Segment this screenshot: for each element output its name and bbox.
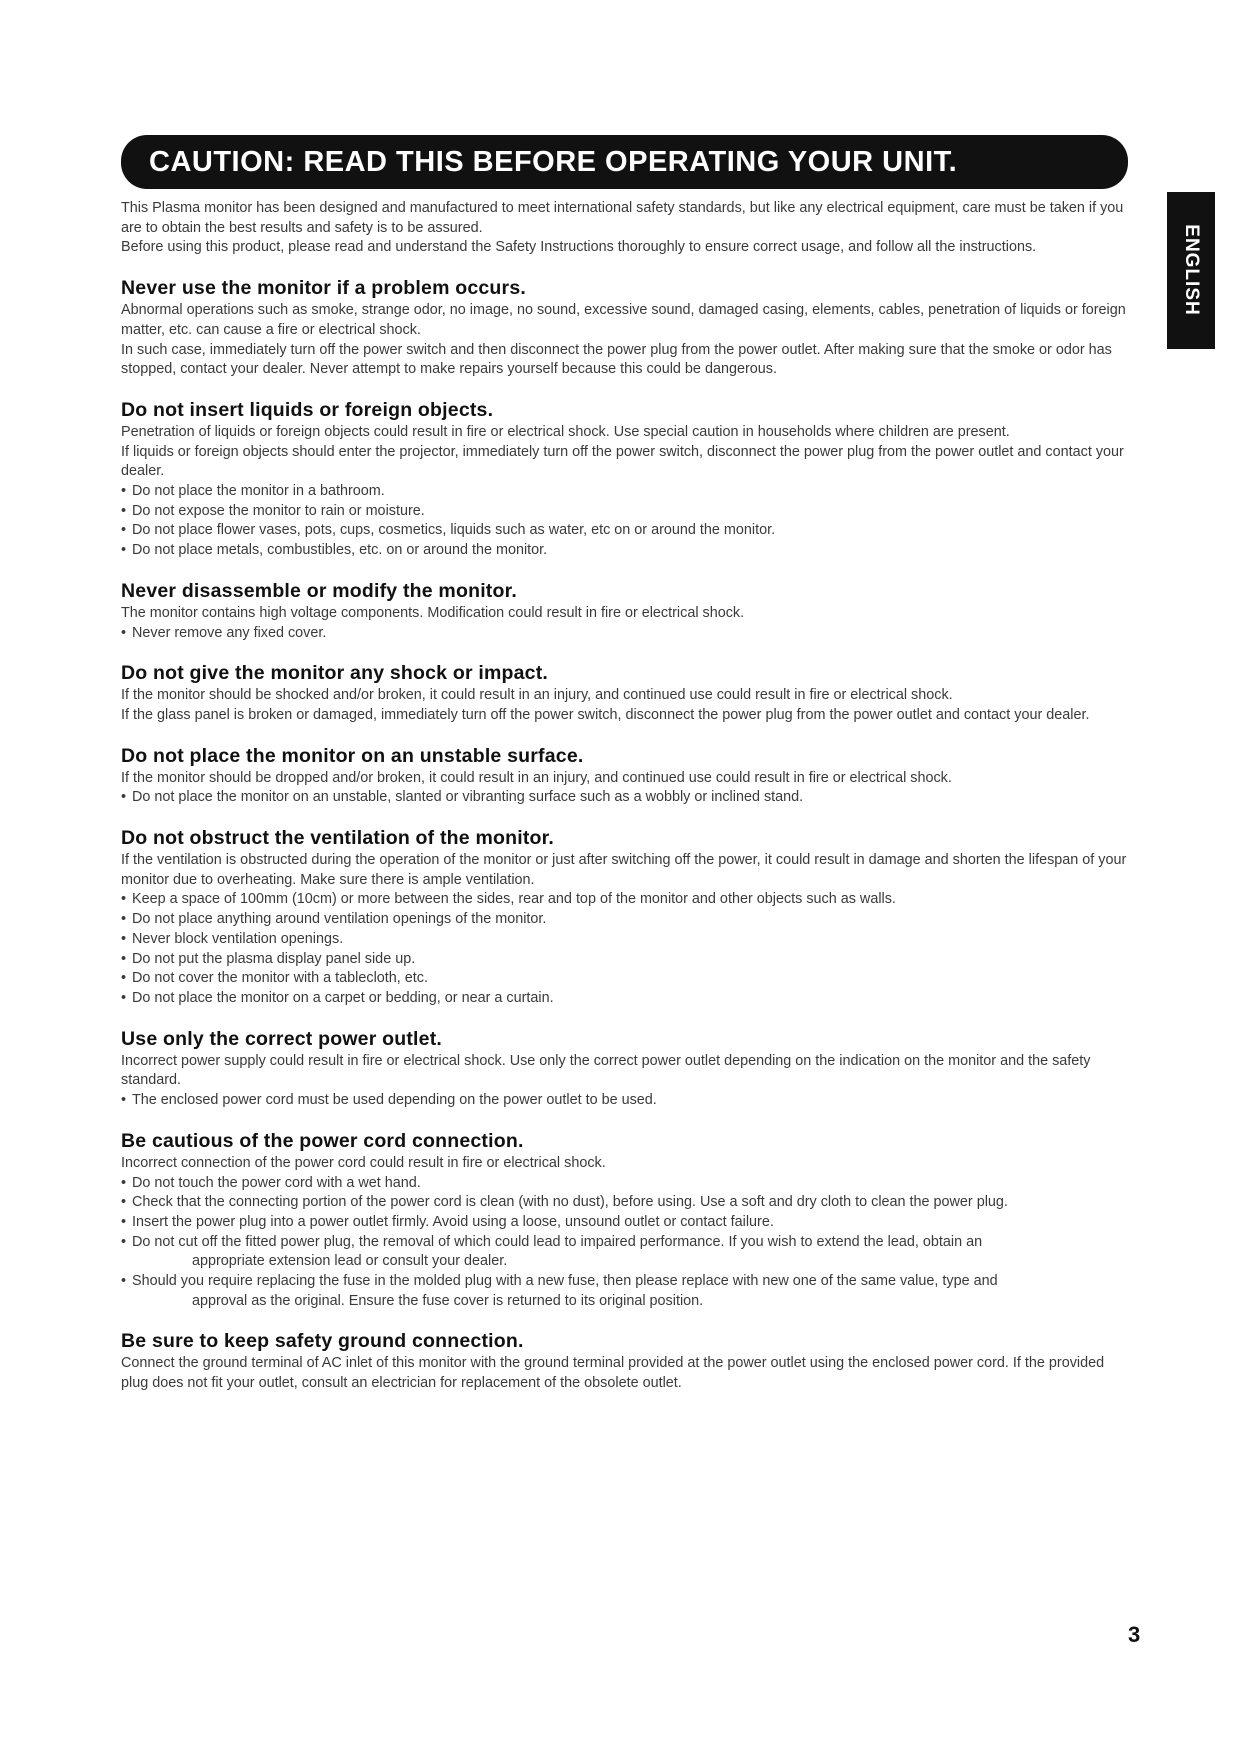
section-shock	[121, 661, 1131, 725]
bullet-item: • Do not expose the monitor to rain or moisture.	[121, 502, 1131, 522]
section-heading: Do not give the monitor any shock or impact.	[121, 662, 549, 685]
bullet-text-first: Do not cut off the fitted power plug, the removal of which could lead to impaired performance. If you wish to extend the lead, obtain an	[132, 1233, 983, 1250]
bullet-item: • Never remove any fixed cover.	[121, 624, 1131, 644]
bullet-item: • Insert the power plug into a power outlet firmly. Avoid using a loose, unsound outlet or contact failure.	[121, 1213, 1131, 1233]
intro-paragraph: Before using this product, please read and understand the Safety Instructions thoroughly to ensure correct usage, and follow all the instructions.	[121, 239, 1037, 256]
bullet-text-continued: appropriate extension lead or consult your dealer.	[192, 1253, 508, 1270]
bullet-item	[121, 1272, 1131, 1311]
section-paragraph: Connect the ground terminal of AC inlet of this monitor with the ground terminal provided at the power outlet using the enclosed power cord. If the provided plug does not fit your outlet, consult an electrician for replacement of the obsolete outlet.	[121, 1355, 1105, 1392]
bullet-list	[121, 1174, 1131, 1312]
bullet-item: • Do not place the monitor in a bathroom.	[121, 482, 1131, 502]
language-tab	[1167, 192, 1215, 349]
intro	[121, 199, 1131, 258]
safety-content	[121, 199, 1131, 1394]
section-paragraph: Incorrect power supply could result in fire or electrical shock. Use only the correct power outlet depending on the indication on the monitor and the safety standard.	[121, 1052, 1091, 1089]
bullet-item	[121, 1233, 1131, 1272]
section-heading: Do not insert liquids or foreign objects.	[121, 398, 494, 421]
intro-paragraph: This Plasma monitor has been designed and manufactured to meet international safety standards, but like any electrical equipment, care must be taken if you are to obtain the best results and safety is to be assured.	[121, 200, 1124, 236]
section-disassemble	[121, 579, 1131, 643]
section-heading: Be sure to keep safety ground connection.	[121, 1330, 524, 1353]
section-paragraph: If the glass panel is broken or damaged, immediately turn off the power switch, disconnect the power plug from the power outlet and contact your dealer.	[121, 706, 1090, 723]
bullet-item: • Do not place anything around ventilation openings of the monitor.	[121, 910, 1131, 930]
bullet-item: • Do not cover the monitor with a tablecloth, etc.	[121, 969, 1131, 989]
section-paragraph: If liquids or foreign objects should enter the projector, immediately turn off the power switch, disconnect the power plug from the power outlet and contact your dealer.	[121, 443, 1124, 480]
section-paragraph: If the monitor should be dropped and/or broken, it could result in an injury, and continued use could result in fire or electrical shock.	[121, 769, 952, 786]
bullet-list	[121, 1091, 1131, 1111]
section-paragraph: Incorrect connection of the power cord could result in fire or electrical shock.	[121, 1154, 606, 1171]
bullet-text-continued: approval as the original. Ensure the fuse cover is returned to its original position.	[192, 1292, 704, 1309]
section-power-cord	[121, 1129, 1131, 1312]
bullet-list	[121, 482, 1131, 561]
bullet-list	[121, 624, 1131, 644]
section-ventilation	[121, 826, 1131, 1009]
section-paragraph: The monitor contains high voltage components. Modification could result in fire or electrical shock.	[121, 604, 745, 621]
bullet-item: • Do not place metals, combustibles, etc. on or around the monitor.	[121, 541, 1131, 561]
bullet-item: • Check that the connecting portion of the power cord is clean (with no dust), before using. Use a soft and dry cloth to clean the power plug.	[121, 1193, 1131, 1213]
section-paragraph: In such case, immediately turn off the power switch and then disconnect the power plug from the power outlet. After making sure that the smoke or odor has stopped, contact your dealer. Never attempt to make repairs yourself because this could be dangerous.	[121, 341, 1112, 378]
section-heading: Never disassemble or modify the monitor.	[121, 579, 517, 602]
bullet-item: • Do not place the monitor on a carpet or bedding, or near a curtain.	[121, 989, 1131, 1009]
section-problem-occurs	[121, 276, 1131, 380]
page-title: CAUTION: READ THIS BEFORE OPERATING YOUR UNIT.	[149, 146, 958, 178]
bullet-item: • The enclosed power cord must be used depending on the power outlet to be used.	[121, 1091, 1131, 1111]
section-heading: Be cautious of the power cord connection.	[121, 1129, 524, 1152]
section-paragraph: Penetration of liquids or foreign objects could result in fire or electrical shock. Use special caution in households where children are present.	[121, 423, 1010, 440]
section-heading: Do not place the monitor on an unstable surface.	[121, 744, 584, 767]
section-power-outlet	[121, 1027, 1131, 1111]
bullet-item: • Keep a space of 100mm (10cm) or more between the sides, rear and top of the monitor and other objects such as walls.	[121, 890, 1131, 910]
section-paragraph: If the monitor should be shocked and/or broken, it could result in an injury, and continued use could result in fire or electrical shock.	[121, 687, 953, 704]
language-label: ENGLISH	[1181, 224, 1202, 316]
bullet-item: • Do not put the plasma display panel side up.	[121, 950, 1131, 970]
section-heading: Never use the monitor if a problem occurs.	[121, 277, 526, 300]
section-paragraph: If the ventilation is obstructed during the operation of the monitor or just after switching off the power, it could result in damage and shorten the lifespan of your monitor due to overheating. Make sure there is ample ventilation.	[121, 852, 1127, 888]
bullet-item: • Do not place flower vases, pots, cups, cosmetics, liquids such as water, etc on or around the monitor.	[121, 521, 1131, 541]
bullet-list	[121, 890, 1131, 1008]
bullet-item: • Do not touch the power cord with a wet hand.	[121, 1174, 1131, 1194]
caution-banner	[121, 135, 1128, 189]
bullet-list	[121, 788, 1131, 808]
section-heading: Do not obstruct the ventilation of the monitor.	[121, 827, 554, 850]
section-ground-connection	[121, 1329, 1131, 1393]
section-liquids	[121, 398, 1131, 561]
page-number: 3	[1128, 1622, 1141, 1647]
bullet-item: • Do not place the monitor on an unstable, slanted or vibranting surface such as a wobbly or inclined stand.	[121, 788, 1131, 808]
section-unstable-surface	[121, 744, 1131, 808]
bullet-item: • Never block ventilation openings.	[121, 930, 1131, 950]
bullet-text-first: Should you require replacing the fuse in the molded plug with a new fuse, then please replace with new one of the same value, type and	[132, 1273, 998, 1290]
section-paragraph: Abnormal operations such as smoke, strange odor, no image, no sound, excessive sound, damaged casing, elements, cables, penetration of liquids or foreign matter, etc. can cause a fire or electrical shock.	[121, 302, 1126, 338]
section-heading: Use only the correct power outlet.	[121, 1027, 443, 1050]
